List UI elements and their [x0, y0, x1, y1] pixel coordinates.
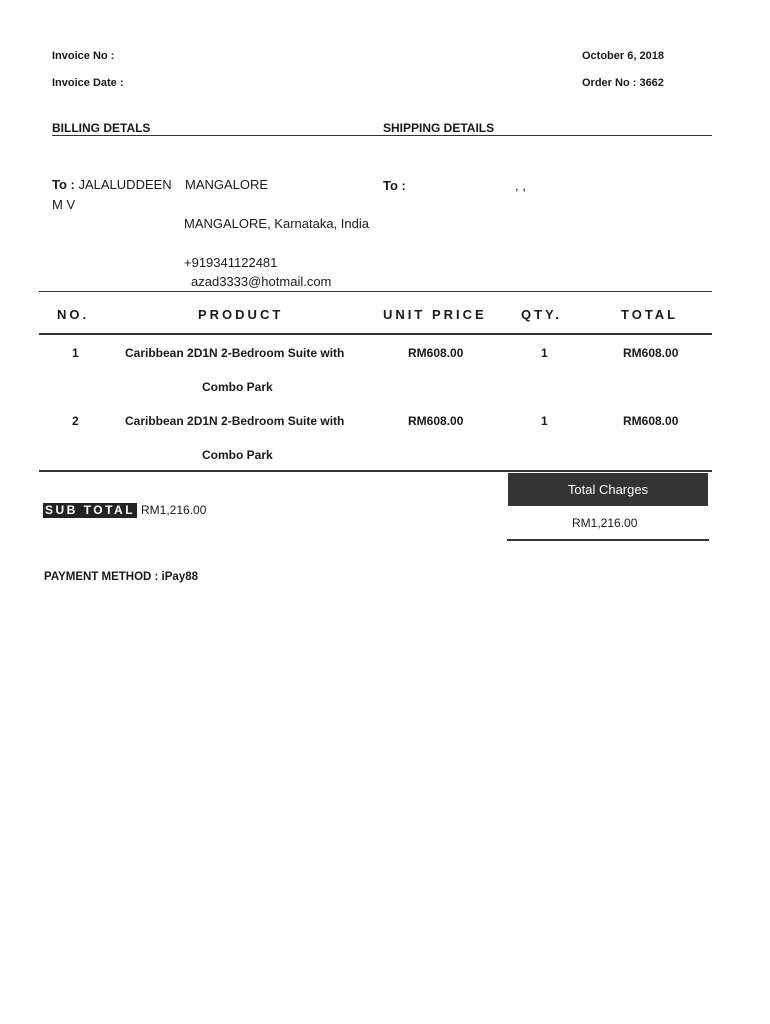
section-divider	[52, 135, 712, 136]
invoice-no-label: Invoice No :	[52, 50, 115, 62]
payment-method: PAYMENT METHOD : iPay88	[44, 571, 199, 583]
product-name-line2: Combo Park	[202, 448, 273, 462]
quantity: 1	[541, 346, 548, 360]
invoice-date-value: October 6, 2018	[582, 50, 664, 62]
billing-city: MANGALORE	[185, 177, 269, 192]
invoice-date-label: Invoice Date :	[52, 77, 124, 89]
shipping-details-title: SHIPPING DETAILS	[383, 121, 495, 135]
shipping-to-label: To :	[383, 178, 406, 193]
column-header-product: PRODUCT	[198, 307, 284, 322]
shipping-address: , ,	[515, 178, 526, 193]
column-header-total: TOTAL	[621, 307, 679, 322]
total-charges-value: RM1,216.00	[572, 516, 638, 530]
billing-to-label: To :	[52, 177, 75, 192]
billing-name-line2: M V	[52, 197, 76, 212]
unit-price: RM608.00	[408, 414, 464, 428]
column-header-unit-price: UNIT PRICE	[383, 307, 487, 322]
subtotal-label: SUB TOTAL	[45, 503, 136, 517]
row-number: 1	[72, 346, 79, 360]
table-header-border	[39, 333, 712, 335]
billing-to	[52, 177, 172, 192]
line-total: RM608.00	[623, 414, 679, 428]
subtotal-value: RM1,216.00	[141, 503, 207, 517]
billing-name: JALALUDDEEN	[78, 177, 172, 192]
product-name: Caribbean 2D1N 2-Bedroom Suite with	[125, 346, 345, 360]
unit-price: RM608.00	[408, 346, 464, 360]
total-charges-underline	[507, 539, 709, 541]
total-charges-header: Total Charges	[508, 473, 708, 506]
billing-address: MANGALORE, Karnataka, India	[184, 216, 369, 231]
column-header-qty: QTY.	[521, 307, 562, 322]
line-total: RM608.00	[623, 346, 679, 360]
billing-details-title: BILLING DETALS	[52, 121, 151, 135]
table-top-border	[39, 291, 712, 292]
product-name: Caribbean 2D1N 2-Bedroom Suite with	[125, 414, 345, 428]
table-bottom-border	[39, 470, 712, 472]
row-number: 2	[72, 414, 79, 428]
billing-phone: +919341122481	[184, 255, 278, 270]
product-name-line2: Combo Park	[202, 380, 273, 394]
billing-email: azad3333@hotmail.com	[191, 274, 332, 289]
column-header-no: NO.	[57, 307, 90, 322]
order-number: Order No : 3662	[582, 77, 664, 89]
quantity: 1	[541, 414, 548, 428]
